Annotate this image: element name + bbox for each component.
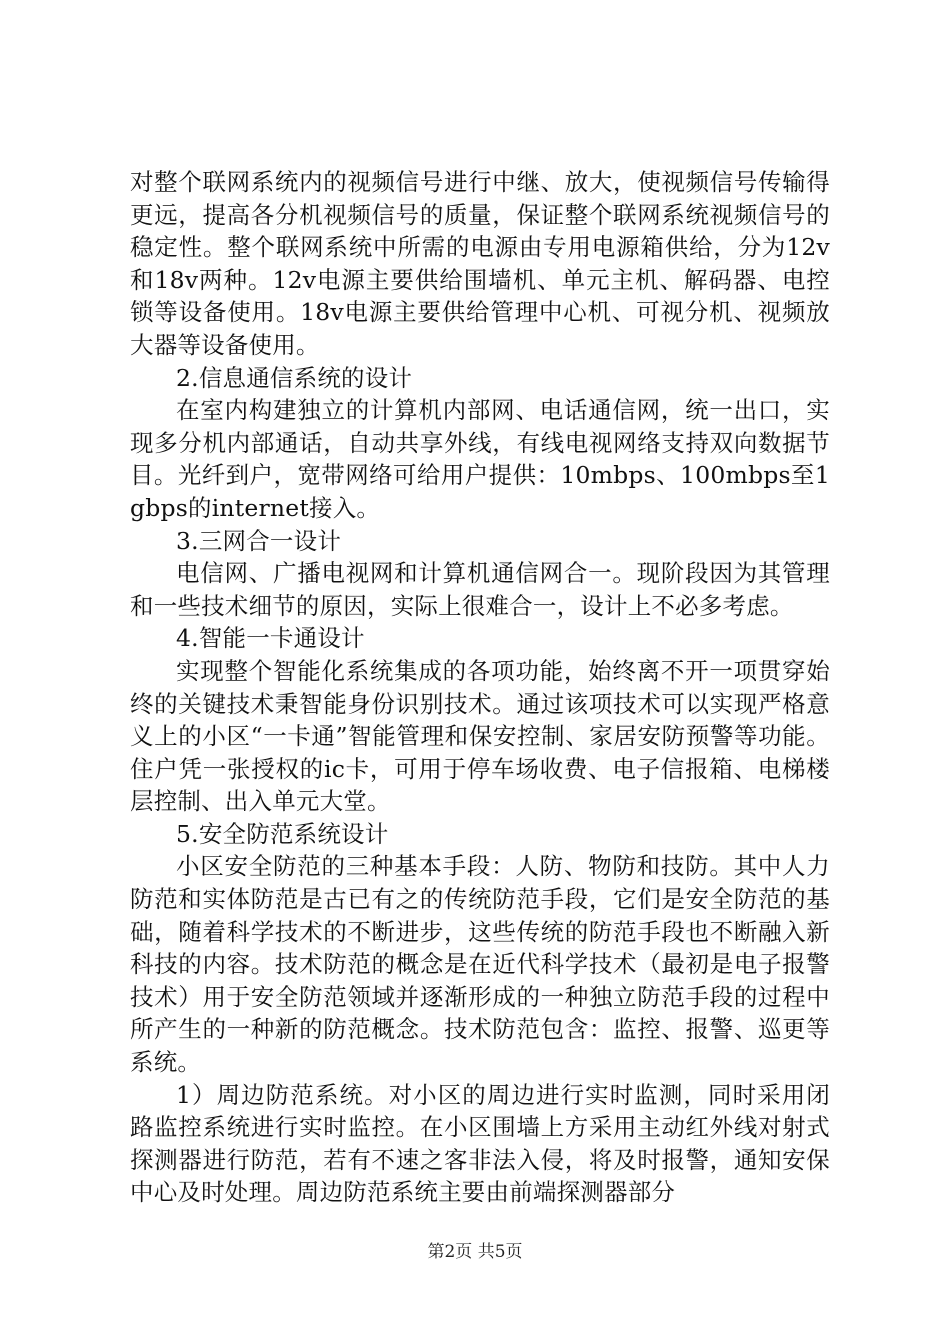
paragraph-power-supply: 对整个联网系统内的视频信号进行中继、放大，使视频信号传输得更远，提高各分机视频信号的质量，保证整个联网系统视频信号的稳定性。整个联网系统中所需的电源由专用电源箱供给，分为12v和18v两种。12v电源主要供给围墙机、单元主机、解码器、电控锁等设备使用。18v电源主要供给管理中心机、可视分机、视频放大器等设备使用。: [130, 168, 830, 359]
paragraph-security: 小区安全防范的三种基本手段：人防、物防和技防。其中人力防范和实体防范是古已有之的传统防范手段，它们是安全防范的基础，随着科学技术的不断进步，这些传统的防范手段也不断融入新科技的内容。技术防范的概念是在近代科学技术（最初是电子报警技术）用于安全防范领域并逐渐形成的一种独立防范手段的过程中所产生的一种新的防范概念。技术防范包含：监控、报警、巡更等系统。: [130, 852, 830, 1077]
paragraph-perimeter: 1）周边防范系统。对小区的周边进行实时监测，同时采用闭路监控系统进行实时监控。在小区围墙上方采用主动红外线对射式探测器进行防范，若有不速之客非法入侵，将及时报警，通知安保中心及时处理。周边防范系统主要由前端探测器部分: [130, 1080, 830, 1207]
paragraph-three-networks: 电信网、广播电视网和计算机通信网合一。现阶段因为其管理和一些技术细节的原因，实际上很难合一，设计上不必多考虑。: [130, 559, 830, 620]
heading-three-networks: 3.三网合一设计: [176, 526, 342, 555]
heading-info-comm: 2.信息通信系统的设计: [176, 363, 413, 392]
page-footer: [0, 1241, 950, 1263]
page-number: 第2页 共5页: [427, 1242, 523, 1262]
heading-security: 5.安全防范系统设计: [176, 819, 389, 848]
heading-smart-card: 4.智能一卡通设计: [176, 624, 365, 653]
paragraph-info-comm: 在室内构建独立的计算机内部网、电话通信网，统一出口，实现多分机内部通话，自动共享外线，有线电视网络支持双向数据节目。光纤到户，宽带网络可给用户提供：10mbps、100mbps至1gbps的internet接入。: [130, 396, 830, 522]
document-body: [130, 166, 830, 1209]
paragraph-smart-card: 实现整个智能化系统集成的各项功能，始终离不开一项贯穿始终的关键技术秉智能身份识别技术。通过该项技术可以实现严格意义上的小区“一卡通”智能管理和保安控制、家居安防预警等功能。住户凭一张授权的ic卡，可用于停车场收费、电子信报箱、电梯楼层控制、出入单元大堂。: [130, 656, 830, 816]
